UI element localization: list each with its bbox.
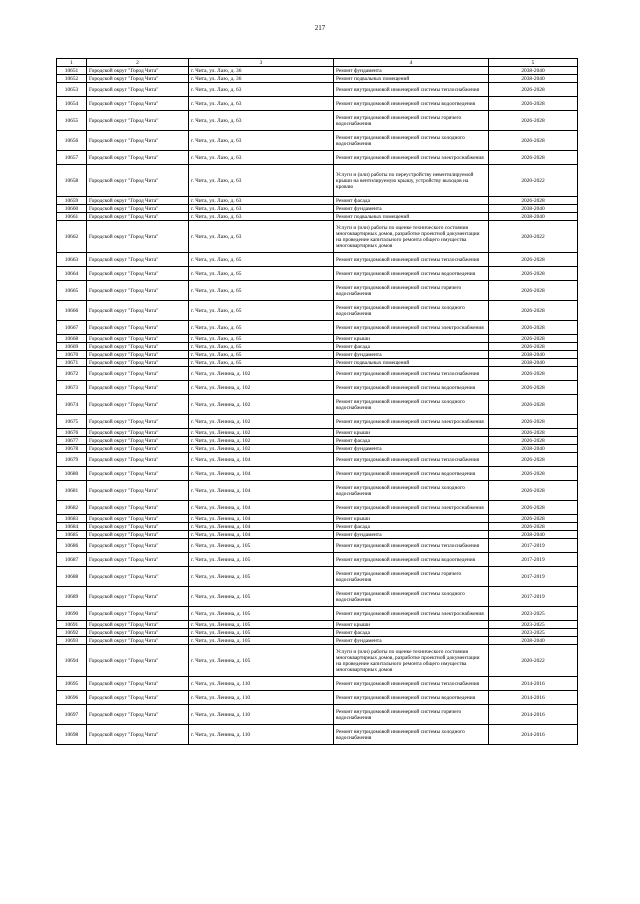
work-type-cell: Ремонт внутридомовой инженерной системы холодного водоснабжения: [334, 587, 489, 607]
address-cell: г. Чита, ул. Лазо, д. 63: [189, 111, 334, 131]
table-row: [57, 221, 578, 253]
period-cell: 2026-2028: [489, 395, 578, 415]
address-cell: г. Чита, ул. Ленина, д. 105: [189, 553, 334, 567]
period-cell: 2026-2028: [489, 381, 578, 395]
period-cell: 2026-2028: [489, 343, 578, 351]
period-cell: 2014-2016: [489, 691, 578, 705]
table-row: [57, 67, 578, 75]
period-cell: 2026-2028: [489, 97, 578, 111]
work-type-cell: Ремонт фасада: [334, 523, 489, 531]
municipality-cell: Городской округ "Город Чита": [87, 553, 189, 567]
address-cell: г. Чита, ул. Ленина, д. 110: [189, 705, 334, 725]
work-type-cell: Ремонт внутридомовой инженерной системы холодного водоснабжения: [334, 131, 489, 151]
address-cell: г. Чита, ул. Лазо, д. 65: [189, 359, 334, 367]
period-cell: 2038-2040: [489, 213, 578, 221]
period-cell: 2026-2028: [489, 151, 578, 165]
period-cell: 2038-2040: [489, 205, 578, 213]
period-cell: 2026-2028: [489, 481, 578, 501]
municipality-cell: Городской округ "Город Чита": [87, 453, 189, 467]
municipality-cell: Городской округ "Город Чита": [87, 97, 189, 111]
address-cell: г. Чита, ул. Лазо, д. 36: [189, 67, 334, 75]
period-cell: 2026-2028: [489, 515, 578, 523]
table-row: [57, 111, 578, 131]
table-row: [57, 267, 578, 281]
period-cell: 2026-2028: [489, 467, 578, 481]
work-type-cell: Ремонт фундамента: [334, 351, 489, 359]
table-row: [57, 165, 578, 197]
municipality-cell: Городской округ "Город Чита": [87, 629, 189, 637]
row-number-cell: 10653: [57, 83, 87, 97]
work-type-cell: Ремонт фасада: [334, 437, 489, 445]
table-row: [57, 367, 578, 381]
row-number-cell: 10655: [57, 111, 87, 131]
row-number-cell: 10687: [57, 553, 87, 567]
row-number-cell: 10667: [57, 321, 87, 335]
row-number-cell: 10676: [57, 429, 87, 437]
period-cell: 2017-2019: [489, 567, 578, 587]
municipality-cell: Городской округ "Город Чита": [87, 131, 189, 151]
address-cell: г. Чита, ул. Лазо, д. 65: [189, 267, 334, 281]
row-number-cell: 10682: [57, 501, 87, 515]
work-type-cell: Ремонт фундамента: [334, 205, 489, 213]
row-number-cell: 10659: [57, 197, 87, 205]
table-row: [57, 351, 578, 359]
work-type-cell: Ремонт фасада: [334, 629, 489, 637]
row-number-cell: 10651: [57, 67, 87, 75]
table-row: [57, 607, 578, 621]
work-type-cell: Услуги и (или) работы по переустройству невентилируемой крыши на вентилируемую крышу, устройству выходов на кровлю: [334, 165, 489, 197]
work-type-cell: Ремонт внутридомовой инженерной системы горячего водоснабжения: [334, 111, 489, 131]
address-cell: г. Чита, ул. Ленина, д. 102: [189, 415, 334, 429]
municipality-cell: Городской округ "Город Чита": [87, 301, 189, 321]
municipality-cell: Городской округ "Город Чита": [87, 197, 189, 205]
municipality-cell: Городской округ "Город Чита": [87, 621, 189, 629]
period-cell: 2014-2016: [489, 705, 578, 725]
address-cell: г. Чита, ул. Лазо, д. 65: [189, 343, 334, 351]
period-cell: 2026-2028: [489, 267, 578, 281]
header-row: [57, 59, 578, 67]
address-cell: г. Чита, ул. Ленина, д. 105: [189, 607, 334, 621]
period-cell: 2026-2028: [489, 437, 578, 445]
address-cell: г. Чита, ул. Ленина, д. 102: [189, 381, 334, 395]
table-row: [57, 705, 578, 725]
row-number-cell: 10664: [57, 267, 87, 281]
table-body: [57, 67, 578, 745]
row-number-cell: 10662: [57, 221, 87, 253]
address-cell: г. Чита, ул. Лазо, д. 63: [189, 205, 334, 213]
work-type-cell: Ремонт крыши: [334, 429, 489, 437]
period-cell: 2026-2028: [489, 523, 578, 531]
address-cell: г. Чита, ул. Ленина, д. 105: [189, 587, 334, 607]
period-cell: 2026-2028: [489, 453, 578, 467]
municipality-cell: Городской округ "Город Чита": [87, 205, 189, 213]
municipality-cell: Городской округ "Город Чита": [87, 677, 189, 691]
address-cell: г. Чита, ул. Ленина, д. 105: [189, 637, 334, 645]
period-cell: 2014-2016: [489, 677, 578, 691]
address-cell: г. Чита, ул. Лазо, д. 63: [189, 213, 334, 221]
work-type-cell: Услуги и (или) работы по оценке технического состояния многоквартирных домов, разработке проектной документации на проведение капитального ремонта общего имущества многоквартирных домов: [334, 645, 489, 677]
table-row: [57, 429, 578, 437]
municipality-cell: Городской округ "Город Чита": [87, 321, 189, 335]
period-cell: 2014-2016: [489, 725, 578, 745]
period-cell: 2038-2040: [489, 351, 578, 359]
address-cell: г. Чита, ул. Ленина, д. 104: [189, 467, 334, 481]
address-cell: г. Чита, ул. Ленина, д. 110: [189, 677, 334, 691]
address-cell: г. Чита, ул. Лазо, д. 65: [189, 335, 334, 343]
address-cell: г. Чита, ул. Лазо, д. 36: [189, 75, 334, 83]
table-row: [57, 253, 578, 267]
work-type-cell: Ремонт крыши: [334, 621, 489, 629]
table-row: [57, 621, 578, 629]
work-type-cell: Ремонт внутридомовой инженерной системы холодного водоснабжения: [334, 395, 489, 415]
row-number-cell: 10679: [57, 453, 87, 467]
table-row: [57, 445, 578, 453]
work-type-cell: Ремонт внутридомовой инженерной системы водоотведения: [334, 267, 489, 281]
work-type-cell: Ремонт подвальных помещений: [334, 75, 489, 83]
period-cell: 2038-2040: [489, 531, 578, 539]
address-cell: г. Чита, ул. Лазо, д. 63: [189, 97, 334, 111]
work-type-cell: Ремонт внутридомовой инженерной системы электроснабжения: [334, 151, 489, 165]
period-cell: 2038-2040: [489, 637, 578, 645]
work-type-cell: Ремонт внутридомовой инженерной системы холодного водоснабжения: [334, 301, 489, 321]
work-type-cell: Ремонт фундамента: [334, 445, 489, 453]
row-number-cell: 10652: [57, 75, 87, 83]
period-cell: 2026-2028: [489, 415, 578, 429]
row-number-cell: 10673: [57, 381, 87, 395]
address-cell: г. Чита, ул. Ленина, д. 102: [189, 367, 334, 381]
address-cell: г. Чита, ул. Ленина, д. 105: [189, 621, 334, 629]
work-type-cell: Ремонт внутридомовой инженерной системы горячего водоснабжения: [334, 567, 489, 587]
work-type-cell: Ремонт фасада: [334, 197, 489, 205]
work-type-cell: Ремонт крыши: [334, 335, 489, 343]
table-row: [57, 553, 578, 567]
capital-repair-table: [56, 58, 578, 745]
row-number-cell: 10691: [57, 621, 87, 629]
address-cell: г. Чита, ул. Ленина, д. 105: [189, 539, 334, 553]
period-cell: 2017-2019: [489, 553, 578, 567]
municipality-cell: Городской округ "Город Чита": [87, 515, 189, 523]
table-row: [57, 515, 578, 523]
table-row: [57, 395, 578, 415]
period-cell: 2026-2028: [489, 253, 578, 267]
work-type-cell: Ремонт внутридомовой инженерной системы водоотведения: [334, 97, 489, 111]
municipality-cell: Городской округ "Город Чита": [87, 351, 189, 359]
municipality-cell: Городской округ "Город Чита": [87, 253, 189, 267]
period-cell: 2026-2028: [489, 197, 578, 205]
row-number-cell: 10689: [57, 587, 87, 607]
municipality-cell: Городской округ "Город Чита": [87, 437, 189, 445]
municipality-cell: Городской округ "Город Чита": [87, 467, 189, 481]
municipality-cell: Городской округ "Город Чита": [87, 587, 189, 607]
row-number-cell: 10657: [57, 151, 87, 165]
period-cell: 2026-2028: [489, 281, 578, 301]
table-row: [57, 415, 578, 429]
address-cell: г. Чита, ул. Ленина, д. 105: [189, 629, 334, 637]
row-number-cell: 10666: [57, 301, 87, 321]
period-cell: 2038-2040: [489, 67, 578, 75]
period-cell: 2038-2040: [489, 75, 578, 83]
work-type-cell: Ремонт внутридомовой инженерной системы электроснабжения: [334, 415, 489, 429]
table-row: [57, 677, 578, 691]
period-cell: 2017-2019: [489, 587, 578, 607]
work-type-cell: Ремонт подвальных помещений: [334, 359, 489, 367]
column-header: 1: [57, 59, 87, 67]
period-cell: 2023-2025: [489, 629, 578, 637]
municipality-cell: Городской округ "Город Чита": [87, 637, 189, 645]
table-row: [57, 75, 578, 83]
period-cell: 2038-2040: [489, 359, 578, 367]
column-header: 5: [489, 59, 578, 67]
address-cell: г. Чита, ул. Ленина, д. 104: [189, 515, 334, 523]
period-cell: 2026-2028: [489, 367, 578, 381]
table-row: [57, 131, 578, 151]
table-row: [57, 645, 578, 677]
municipality-cell: Городской округ "Город Чита": [87, 531, 189, 539]
address-cell: г. Чита, ул. Ленина, д. 110: [189, 725, 334, 745]
table-row: [57, 523, 578, 531]
table-row: [57, 531, 578, 539]
row-number-cell: 10661: [57, 213, 87, 221]
work-type-cell: Ремонт внутридомовой инженерной системы холодного водоснабжения: [334, 725, 489, 745]
table-row: [57, 587, 578, 607]
row-number-cell: 10670: [57, 351, 87, 359]
work-type-cell: Ремонт фундамента: [334, 637, 489, 645]
work-type-cell: Ремонт фундамента: [334, 67, 489, 75]
row-number-cell: 10692: [57, 629, 87, 637]
row-number-cell: 10696: [57, 691, 87, 705]
address-cell: г. Чита, ул. Ленина, д. 104: [189, 501, 334, 515]
table-row: [57, 725, 578, 745]
municipality-cell: Городской округ "Город Чита": [87, 359, 189, 367]
table-row: [57, 335, 578, 343]
municipality-cell: Городской округ "Город Чита": [87, 523, 189, 531]
municipality-cell: Городской округ "Город Чита": [87, 367, 189, 381]
row-number-cell: 10660: [57, 205, 87, 213]
table-row: [57, 467, 578, 481]
address-cell: г. Чита, ул. Ленина, д. 110: [189, 691, 334, 705]
address-cell: г. Чита, ул. Ленина, д. 104: [189, 481, 334, 501]
row-number-cell: 10686: [57, 539, 87, 553]
row-number-cell: 10695: [57, 677, 87, 691]
table-row: [57, 97, 578, 111]
municipality-cell: Городской округ "Город Чита": [87, 381, 189, 395]
municipality-cell: Городской округ "Город Чита": [87, 415, 189, 429]
table-row: [57, 151, 578, 165]
address-cell: г. Чита, ул. Лазо, д. 63: [189, 221, 334, 253]
row-number-cell: 10663: [57, 253, 87, 267]
row-number-cell: 10674: [57, 395, 87, 415]
table-row: [57, 359, 578, 367]
table-row: [57, 629, 578, 637]
row-number-cell: 10668: [57, 335, 87, 343]
work-type-cell: Ремонт внутридомовой инженерной системы холодного водоснабжения: [334, 481, 489, 501]
address-cell: г. Чита, ул. Лазо, д. 63: [189, 131, 334, 151]
address-cell: г. Чита, ул. Ленина, д. 102: [189, 437, 334, 445]
row-number-cell: 10690: [57, 607, 87, 621]
municipality-cell: Городской округ "Город Чита": [87, 429, 189, 437]
row-number-cell: 10693: [57, 637, 87, 645]
table-row: [57, 437, 578, 445]
municipality-cell: Городской округ "Город Чита": [87, 335, 189, 343]
row-number-cell: 10654: [57, 97, 87, 111]
table-row: [57, 453, 578, 467]
row-number-cell: 10694: [57, 645, 87, 677]
municipality-cell: Городской округ "Город Чита": [87, 539, 189, 553]
municipality-cell: Городской округ "Город Чита": [87, 67, 189, 75]
municipality-cell: Городской округ "Город Чита": [87, 501, 189, 515]
municipality-cell: Городской округ "Город Чита": [87, 281, 189, 301]
address-cell: г. Чита, ул. Лазо, д. 63: [189, 197, 334, 205]
table-row: [57, 481, 578, 501]
municipality-cell: Городской округ "Город Чита": [87, 445, 189, 453]
work-type-cell: Ремонт внутридомовой инженерной системы теплоснабжения: [334, 453, 489, 467]
work-type-cell: Ремонт внутридомовой инженерной системы электроснабжения: [334, 321, 489, 335]
table-row: [57, 539, 578, 553]
municipality-cell: Городской округ "Город Чита": [87, 221, 189, 253]
municipality-cell: Городской округ "Город Чита": [87, 481, 189, 501]
address-cell: г. Чита, ул. Лазо, д. 65: [189, 281, 334, 301]
work-type-cell: Ремонт внутридомовой инженерной системы теплоснабжения: [334, 539, 489, 553]
address-cell: г. Чита, ул. Лазо, д. 65: [189, 321, 334, 335]
row-number-cell: 10677: [57, 437, 87, 445]
row-number-cell: 10697: [57, 705, 87, 725]
row-number-cell: 10683: [57, 515, 87, 523]
municipality-cell: Городской округ "Город Чита": [87, 151, 189, 165]
municipality-cell: Городской округ "Город Чита": [87, 395, 189, 415]
work-type-cell: Ремонт внутридомовой инженерной системы теплоснабжения: [334, 253, 489, 267]
address-cell: г. Чита, ул. Ленина, д. 104: [189, 531, 334, 539]
table-row: [57, 301, 578, 321]
row-number-cell: 10665: [57, 281, 87, 301]
column-header: 2: [87, 59, 189, 67]
municipality-cell: Городской округ "Город Чита": [87, 267, 189, 281]
address-cell: г. Чита, ул. Ленина, д. 105: [189, 645, 334, 677]
period-cell: 2038-2040: [489, 445, 578, 453]
work-type-cell: Ремонт внутридомовой инженерной системы горячего водоснабжения: [334, 281, 489, 301]
period-cell: 2020-2022: [489, 221, 578, 253]
work-type-cell: Ремонт внутридомовой инженерной системы электроснабжения: [334, 501, 489, 515]
row-number-cell: 10681: [57, 481, 87, 501]
period-cell: 2026-2028: [489, 501, 578, 515]
row-number-cell: 10658: [57, 165, 87, 197]
column-header: 4: [334, 59, 489, 67]
row-number-cell: 10669: [57, 343, 87, 351]
work-type-cell: Ремонт крыши: [334, 515, 489, 523]
municipality-cell: Городской округ "Город Чита": [87, 213, 189, 221]
period-cell: 2017-2019: [489, 539, 578, 553]
period-cell: 2026-2028: [489, 83, 578, 97]
municipality-cell: Городской округ "Город Чита": [87, 75, 189, 83]
row-number-cell: 10680: [57, 467, 87, 481]
table-row: [57, 501, 578, 515]
address-cell: г. Чита, ул. Ленина, д. 102: [189, 429, 334, 437]
period-cell: 2020-2022: [489, 165, 578, 197]
work-type-cell: Ремонт внутридомовой инженерной системы водоотведения: [334, 467, 489, 481]
address-cell: г. Чита, ул. Лазо, д. 65: [189, 351, 334, 359]
municipality-cell: Городской округ "Город Чита": [87, 691, 189, 705]
work-type-cell: Ремонт внутридомовой инженерной системы горячего водоснабжения: [334, 705, 489, 725]
work-type-cell: Ремонт фасада: [334, 343, 489, 351]
work-type-cell: Ремонт внутридомовой инженерной системы водоотведения: [334, 691, 489, 705]
municipality-cell: Городской округ "Город Чита": [87, 165, 189, 197]
work-type-cell: Ремонт внутридомовой инженерной системы теплоснабжения: [334, 677, 489, 691]
row-number-cell: 10698: [57, 725, 87, 745]
period-cell: 2026-2028: [489, 131, 578, 151]
row-number-cell: 10685: [57, 531, 87, 539]
row-number-cell: 10672: [57, 367, 87, 381]
table-row: [57, 321, 578, 335]
address-cell: г. Чита, ул. Лазо, д. 63: [189, 165, 334, 197]
table-row: [57, 691, 578, 705]
work-type-cell: Ремонт внутридомовой инженерной системы электроснабжения: [334, 607, 489, 621]
table-row: [57, 197, 578, 205]
row-number-cell: 10656: [57, 131, 87, 151]
table-row: [57, 381, 578, 395]
municipality-cell: Городской округ "Город Чита": [87, 645, 189, 677]
period-cell: 2026-2028: [489, 335, 578, 343]
address-cell: г. Чита, ул. Ленина, д. 102: [189, 445, 334, 453]
table-row: [57, 567, 578, 587]
work-type-cell: Ремонт внутридомовой инженерной системы водоотведения: [334, 381, 489, 395]
municipality-cell: Городской округ "Город Чита": [87, 725, 189, 745]
period-cell: 2026-2028: [489, 301, 578, 321]
work-type-cell: Ремонт внутридомовой инженерной системы водоотведения: [334, 553, 489, 567]
period-cell: 2023-2025: [489, 621, 578, 629]
work-type-cell: Услуги и (или) работы по оценке технического состояния многоквартирных домов, разработке проектной документации на проведение капитального ремонта общего имущества многоквартирных домов: [334, 221, 489, 253]
table-row: [57, 213, 578, 221]
address-cell: г. Чита, ул. Ленина, д. 104: [189, 523, 334, 531]
address-cell: г. Чита, ул. Лазо, д. 65: [189, 301, 334, 321]
work-type-cell: Ремонт внутридомовой инженерной системы теплоснабжения: [334, 83, 489, 97]
work-type-cell: Ремонт внутридомовой инженерной системы теплоснабжения: [334, 367, 489, 381]
address-cell: г. Чита, ул. Лазо, д. 63: [189, 83, 334, 97]
address-cell: г. Чита, ул. Лазо, д. 65: [189, 253, 334, 267]
municipality-cell: Городской округ "Город Чита": [87, 607, 189, 621]
table-row: [57, 637, 578, 645]
municipality-cell: Городской округ "Город Чита": [87, 111, 189, 131]
municipality-cell: Городской округ "Город Чита": [87, 567, 189, 587]
row-number-cell: 10671: [57, 359, 87, 367]
address-cell: г. Чита, ул. Лазо, д. 63: [189, 151, 334, 165]
table-row: [57, 343, 578, 351]
period-cell: 2026-2028: [489, 111, 578, 131]
municipality-cell: Городской округ "Город Чита": [87, 343, 189, 351]
table-row: [57, 205, 578, 213]
period-cell: 2026-2028: [489, 321, 578, 335]
row-number-cell: 10678: [57, 445, 87, 453]
address-cell: г. Чита, ул. Ленина, д. 104: [189, 453, 334, 467]
work-type-cell: Ремонт фундамента: [334, 531, 489, 539]
municipality-cell: Городской округ "Город Чита": [87, 705, 189, 725]
page-number: 217: [314, 24, 326, 32]
row-number-cell: 10688: [57, 567, 87, 587]
table-row: [57, 281, 578, 301]
period-cell: 2026-2028: [489, 429, 578, 437]
column-header: 3: [189, 59, 334, 67]
address-cell: г. Чита, ул. Ленина, д. 102: [189, 395, 334, 415]
work-type-cell: Ремонт подвальных помещений: [334, 213, 489, 221]
row-number-cell: 10684: [57, 523, 87, 531]
period-cell: 2020-2022: [489, 645, 578, 677]
row-number-cell: 10675: [57, 415, 87, 429]
period-cell: 2023-2025: [489, 607, 578, 621]
table-row: [57, 83, 578, 97]
municipality-cell: Городской округ "Город Чита": [87, 83, 189, 97]
address-cell: г. Чита, ул. Ленина, д. 105: [189, 567, 334, 587]
